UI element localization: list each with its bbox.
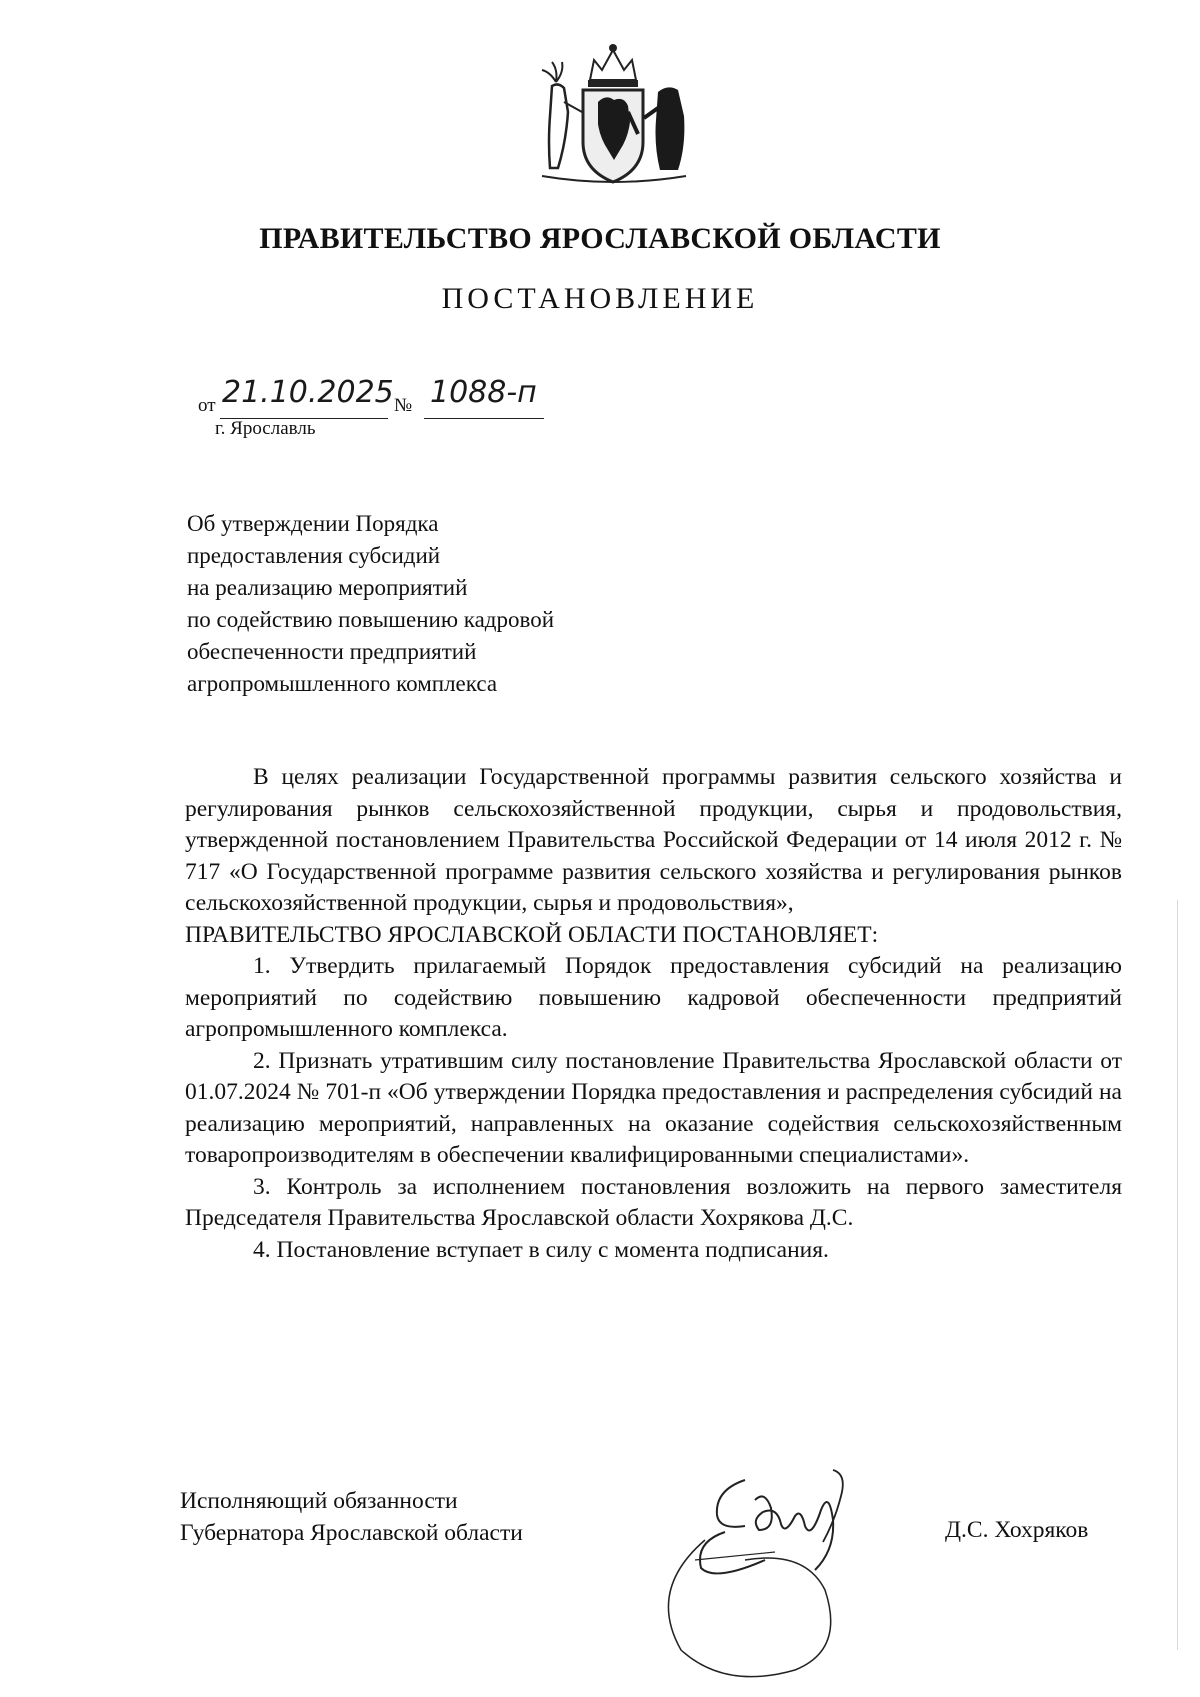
date-number-line <box>198 375 618 416</box>
coat-of-arms-icon <box>528 42 698 192</box>
number-underline <box>424 418 544 419</box>
preamble-paragraph: В целях реализации Государственной программы развития сельского хозяйства и регулирования рынков сельскохозяйственной продукции, сырья и продовольствия, утвержденной постановлением Правительства Российской Федерации от 14 июля 2012 г. № 717 «О Государственной программе развития сельского хозяйства и регулирования рынков сельскохозяйственной продукции, сырья и продовольствия», <box>185 764 1122 916</box>
signer-position <box>180 1485 523 1549</box>
subject-line: агропромышленного комплекса <box>187 671 498 696</box>
subject-line: обеспеченности предприятий <box>187 639 477 664</box>
subject-line: по содействию повышению кадровой <box>187 607 555 632</box>
document-body <box>185 762 1122 1266</box>
subject-line: предоставления субсидий <box>187 543 441 568</box>
item-2: 2. Признать утратившим силу постановление Правительства Ярославской области от 01.07.2024 № 701-п «Об утверждении Порядка предоставления и распределения субсидий на реализацию мероприятий, направленных на оказание содействия сельскохозяйственным товаропроизводителям в обеспечении квалифицированными специалистами». <box>185 1047 1122 1168</box>
item-3: 3. Контроль за исполнением постановления возложить на первого заместителя Председателя Правительства Ярославской области Хохрякова Д.С. <box>185 1173 1122 1231</box>
handwritten-date: 21.10.2025 <box>222 375 394 410</box>
city: г. Ярославль <box>215 418 316 439</box>
subject-line: Об утверждении Порядка <box>187 511 439 536</box>
number-label: № <box>394 395 413 416</box>
handwritten-signature <box>655 1460 905 1690</box>
signer-name: Д.С. Хохряков <box>945 1517 1089 1543</box>
scan-edge-divider <box>1177 900 1178 1650</box>
resolves-heading: ПРАВИТЕЛЬСТВО ЯРОСЛАВСКОЙ ОБЛАСТИ ПОСТАНОВЛЯЕТ: <box>185 921 879 948</box>
government-title: ПРАВИТЕЛЬСТВО ЯРОСЛАВСКОЙ ОБЛАСТИ <box>259 222 941 255</box>
from-label: от <box>198 395 216 416</box>
document-subject <box>187 508 707 700</box>
item-1: 1. Утвердить прилагаемый Порядок предоставления субсидий на реализацию мероприятий по содействию повышению кадровой обеспеченности предприятий агропромышленного комплекса. <box>185 953 1122 1042</box>
handwritten-number: 1088-п <box>430 375 537 410</box>
document-type: ПОСТАНОВЛЕНИЕ <box>441 282 759 315</box>
subject-line: на реализацию мероприятий <box>187 575 468 600</box>
item-4: 4. Постановление вступает в силу с момента подписания. <box>253 1236 829 1263</box>
signer-position-line: Губернатора Ярославской области <box>180 1520 523 1546</box>
signer-position-line: Исполняющий обязанности <box>180 1488 458 1514</box>
